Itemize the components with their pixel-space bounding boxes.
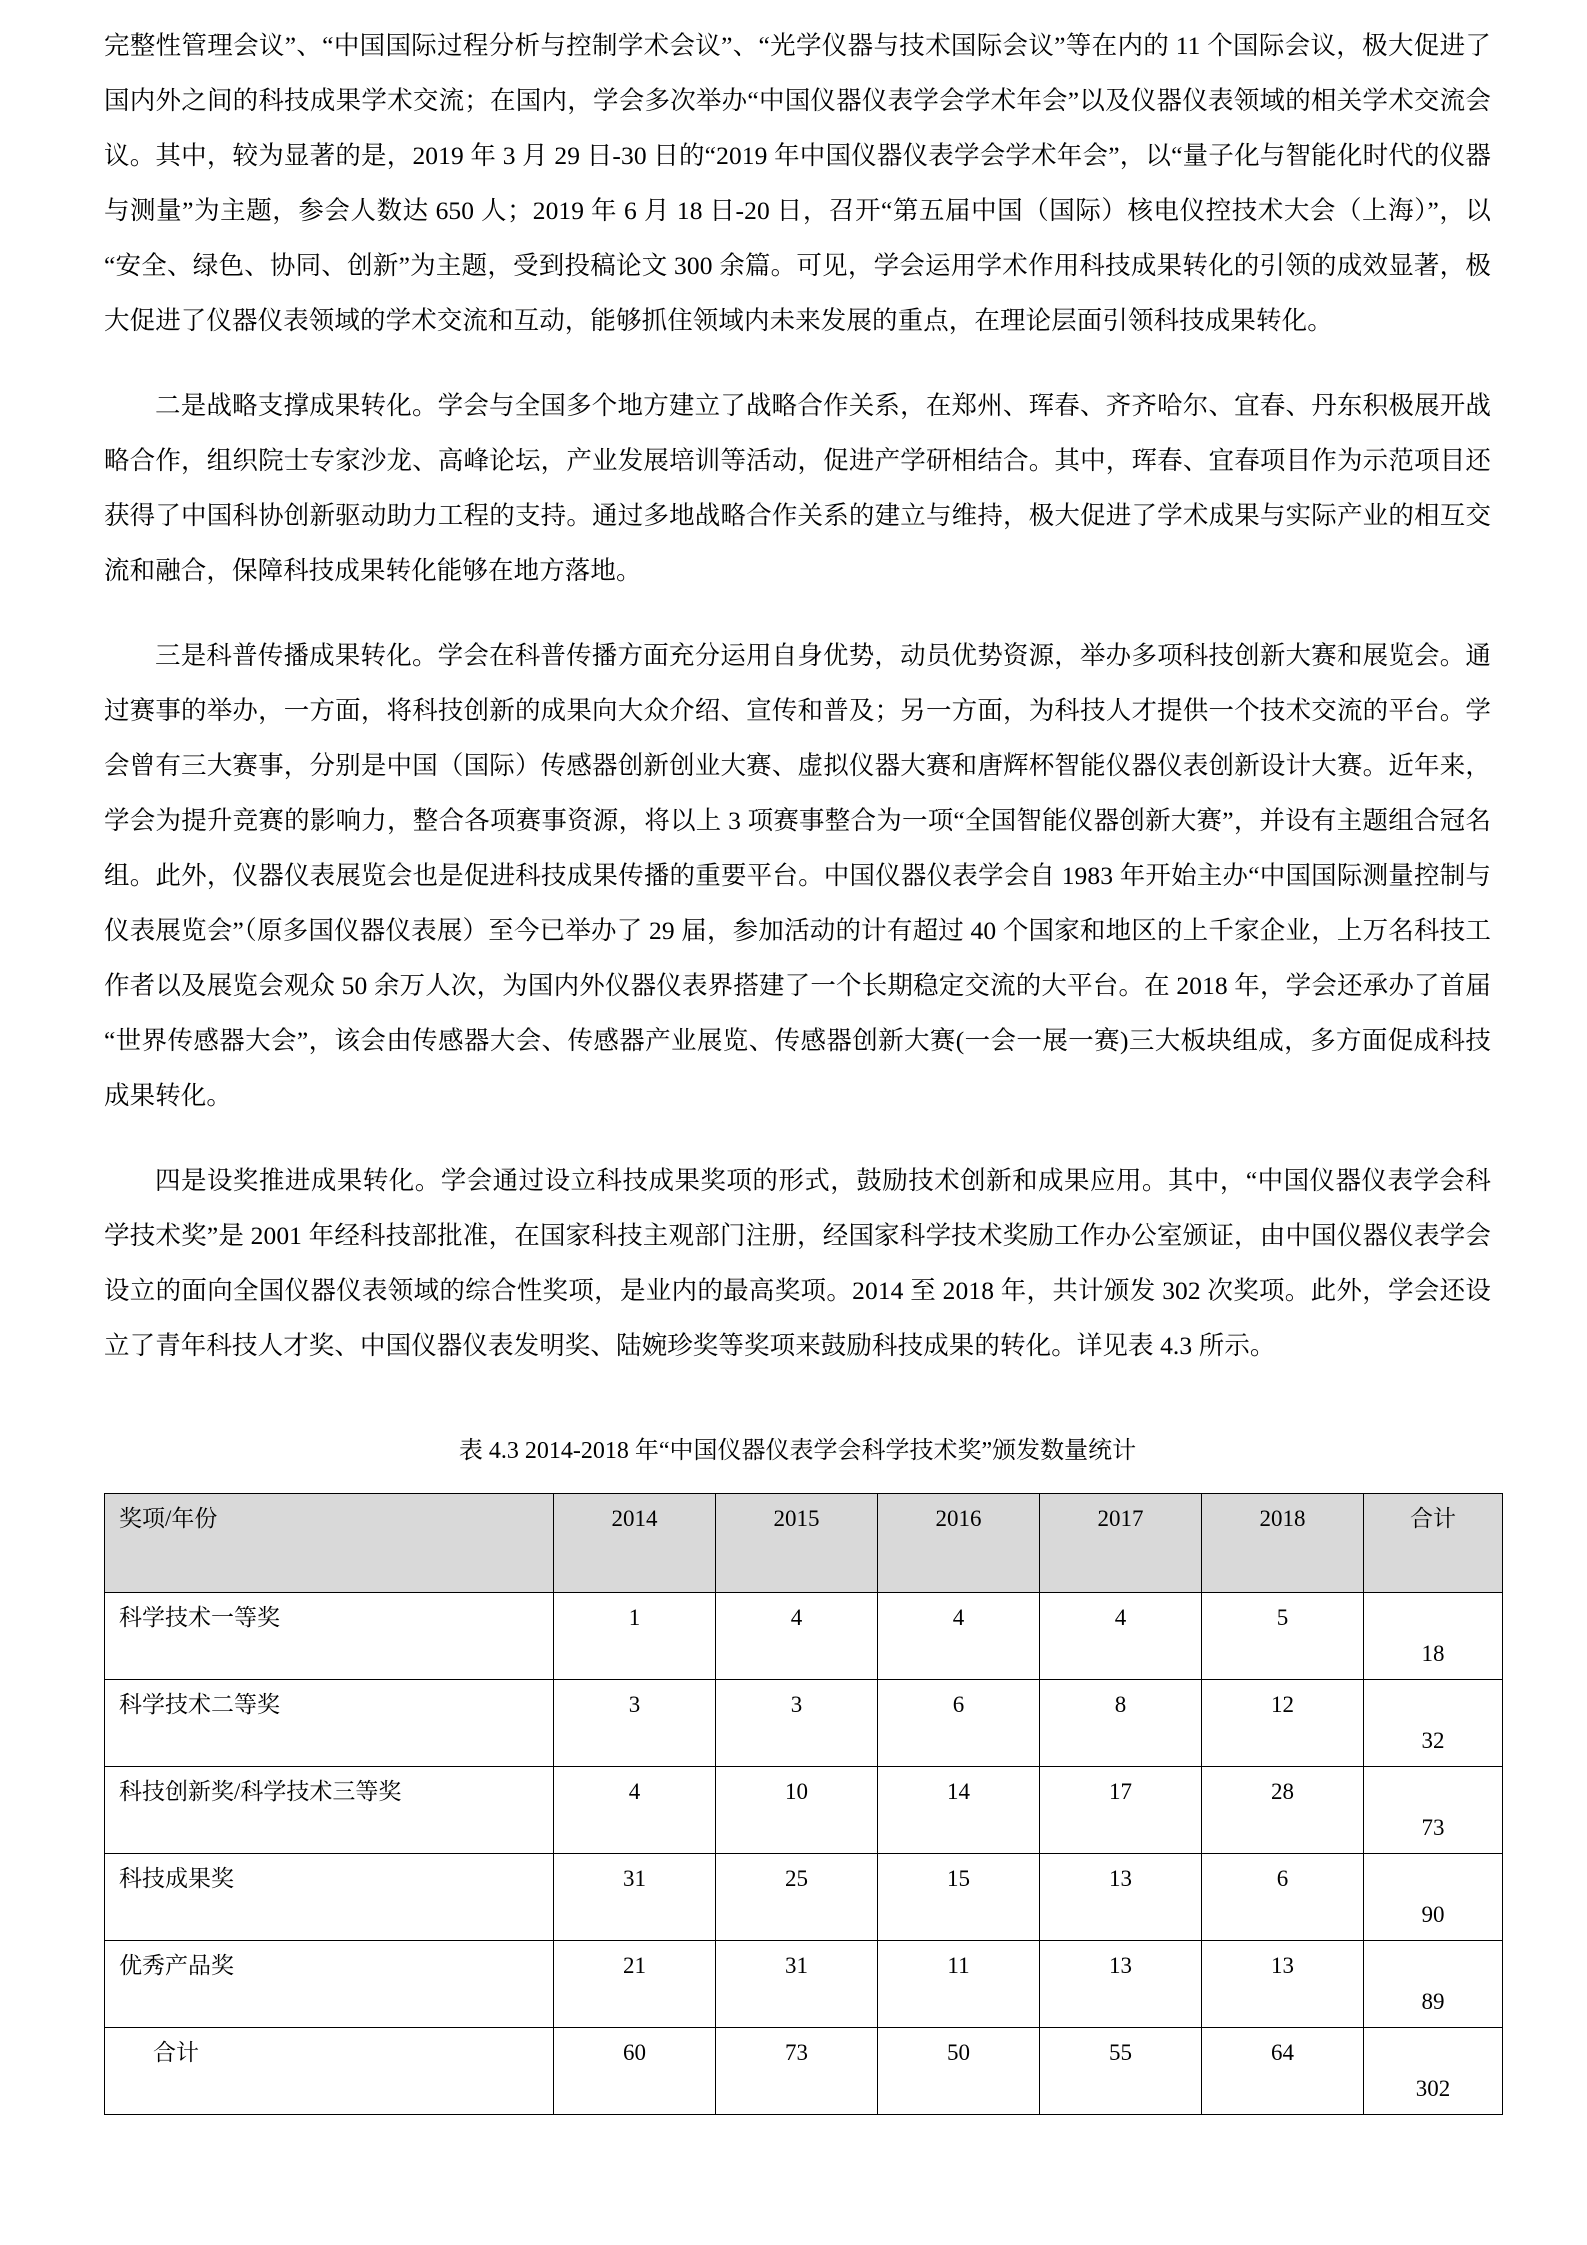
cell-2017: 55 (1040, 2028, 1202, 2115)
cell-2018: 6 (1202, 1854, 1364, 1941)
cell-2016: 4 (878, 1593, 1040, 1680)
cell-2017: 8 (1040, 1680, 1202, 1767)
row-label: 科学技术一等奖 (105, 1593, 554, 1680)
row-label: 科技创新奖/科学技术三等奖 (105, 1767, 554, 1854)
award-statistics-table (104, 1493, 1503, 2115)
cell-2014: 31 (554, 1854, 716, 1941)
cell-2015: 31 (716, 1941, 878, 2028)
header-cell-2018: 2018 (1202, 1494, 1364, 1593)
cell-2018: 28 (1202, 1767, 1364, 1854)
table-row (105, 1854, 1503, 1941)
cell-total: 302 (1364, 2028, 1503, 2115)
row-label: 优秀产品奖 (105, 1941, 554, 2028)
cell-2015: 4 (716, 1593, 878, 1680)
paragraph-continuation: 完整性管理会议”、“中国国际过程分析与控制学术会议”、“光学仪器与技术国际会议”等在内的 11 个国际会议，极大促进了国内外之间的科技成果学术交流；在国内，学会多次举办“中国仪器仪表学会学术年会”以及仪器仪表领域的相关学术交流会议。其中，较为显著的是，2019 年 3 月 29 日-30 日的“2019 年中国仪器仪表学会学术年会”，以“量子化与智能化时代的仪器与测量”为主题，参会人数达 650 人；2019 年 6 月 18 日-20 日，召开“第五届中国（国际）核电仪控技术大会（上海）”，以“安全、绿色、协同、创新”为主题，受到投稿论文 300 余篇。可见，学会运用学术作用科技成果转化的引领的成效显著，极大促进了仪器仪表领域的学术交流和互动，能够抓住领域内未来发展的重点，在理论层面引领科技成果转化。 (104, 31, 1491, 335)
cell-2017: 13 (1040, 1854, 1202, 1941)
cell-2015: 73 (716, 2028, 878, 2115)
cell-2014: 3 (554, 1680, 716, 1767)
cell-total: 89 (1364, 1941, 1503, 2028)
cell-2017: 13 (1040, 1941, 1202, 2028)
header-cell-2017: 2017 (1040, 1494, 1202, 1593)
row-label: 科学技术二等奖 (105, 1680, 554, 1767)
cell-2014: 21 (554, 1941, 716, 2028)
cell-2016: 11 (878, 1941, 1040, 2028)
cell-2018: 13 (1202, 1941, 1364, 2028)
header-cell-total: 合计 (1364, 1494, 1503, 1593)
cell-2016: 50 (878, 2028, 1040, 2115)
cell-2015: 25 (716, 1854, 878, 1941)
cell-total: 90 (1364, 1854, 1503, 1941)
cell-2016: 14 (878, 1767, 1040, 1854)
table-row-total (105, 2028, 1503, 2115)
header-cell-award-year: 奖项/年份 (105, 1494, 554, 1593)
paragraph-strategic-support: 二是战略支撑成果转化。学会与全国多个地方建立了战略合作关系，在郑州、珲春、齐齐哈尔、宜春、丹东积极展开战略合作，组织院士专家沙龙、高峰论坛，产业发展培训等活动，促进产学研相结合。其中，珲春、宜春项目作为示范项目还获得了中国科协创新驱动助力工程的支持。通过多地战略合作关系的建立与维持，极大促进了学术成果与实际产业的相互交流和融合，保障科技成果转化能够在地方落地。 (104, 391, 1491, 585)
table-body (105, 1593, 1503, 2115)
cell-2015: 10 (716, 1767, 878, 1854)
table-row (105, 1767, 1503, 1854)
row-label: 合计 (105, 2028, 554, 2115)
cell-2018: 64 (1202, 2028, 1364, 2115)
cell-2016: 6 (878, 1680, 1040, 1767)
header-cell-2015: 2015 (716, 1494, 878, 1593)
table-header-row (105, 1494, 1503, 1593)
cell-total: 32 (1364, 1680, 1503, 1767)
cell-2018: 12 (1202, 1680, 1364, 1767)
cell-2014: 4 (554, 1767, 716, 1854)
cell-2016: 15 (878, 1854, 1040, 1941)
cell-2017: 4 (1040, 1593, 1202, 1680)
table-row (105, 1593, 1503, 1680)
paragraph-awards: 四是设奖推进成果转化。学会通过设立科技成果奖项的形式，鼓励技术创新和成果应用。其中，“中国仪器仪表学会科学技术奖”是 2001 年经科技部批准，在国家科技主观部门注册，经国家科学技术奖励工作办公室颁证，由中国仪器仪表学会设立的面向全国仪器仪表领域的综合性奖项，是业内的最高奖项。2014 至 2018 年，共计颁发 302 次奖项。此外，学会还设立了青年科技人才奖、中国仪器仪表发明奖、陆婉珍奖等奖项来鼓励科技成果的转化。详见表 4.3 所示。 (104, 1166, 1491, 1360)
table-caption: 表 4.3 2014-2018 年“中国仪器仪表学会科学技术奖”颁发数量统计 (458, 1438, 1137, 1464)
row-label: 科技成果奖 (105, 1854, 554, 1941)
cell-2014: 60 (554, 2028, 716, 2115)
cell-2017: 17 (1040, 1767, 1202, 1854)
table-row (105, 1680, 1503, 1767)
cell-2018: 5 (1202, 1593, 1364, 1680)
table-header (105, 1494, 1503, 1593)
cell-total: 73 (1364, 1767, 1503, 1854)
header-cell-2014: 2014 (554, 1494, 716, 1593)
header-cell-2016: 2016 (878, 1494, 1040, 1593)
table-row (105, 1941, 1503, 2028)
cell-2015: 3 (716, 1680, 878, 1767)
cell-2014: 1 (554, 1593, 716, 1680)
cell-total: 18 (1364, 1593, 1503, 1680)
paragraph-science-communication: 三是科普传播成果转化。学会在科普传播方面充分运用自身优势，动员优势资源，举办多项科技创新大赛和展览会。通过赛事的举办，一方面，将科技创新的成果向大众介绍、宣传和普及；另一方面，为科技人才提供一个技术交流的平台。学会曾有三大赛事，分别是中国（国际）传感器创新创业大赛、虚拟仪器大赛和唐辉杯智能仪器仪表创新设计大赛。近年来，学会为提升竞赛的影响力，整合各项赛事资源，将以上 3 项赛事整合为一项“全国智能仪器创新大赛”，并设有主题组合冠名组。此外，仪器仪表展览会也是促进科技成果传播的重要平台。中国仪器仪表学会自 1983 年开始主办“中国国际测量控制与仪表展览会”（原多国仪器仪表展）至今已举办了 29 届，参加活动的计有超过 40 个国家和地区的上千家企业，上万名科技工作者以及展览会观众 50 余万人次，为国内外仪器仪表界搭建了一个长期稳定交流的大平台。在 2018 年，学会还承办了首届“世界传感器大会”，该会由传感器大会、传感器产业展览、传感器创新大赛(一会一展一赛)三大板块组成，多方面促成科技成果转化。 (104, 641, 1491, 1110)
